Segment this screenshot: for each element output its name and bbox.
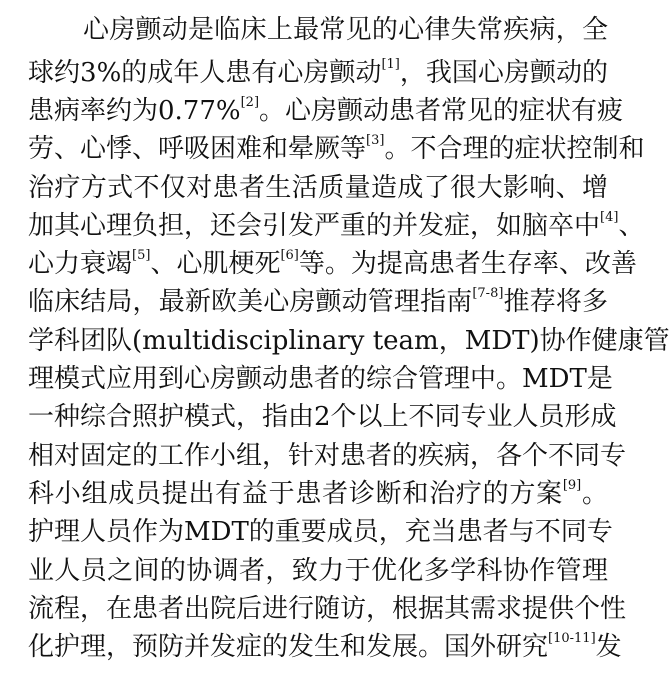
paragraph-line (28, 438, 627, 475)
paragraph-line (28, 514, 613, 551)
line-text: 治疗方式不仅对患者生活质量造成了很大影响、增 (28, 173, 608, 203)
line-text: 。不合理的症状控制和 (384, 134, 645, 164)
line-text: 。 (581, 479, 608, 509)
line-text: 学科团队(multidisciplinary team，MDT)协作健康管 (28, 326, 670, 356)
line-text: 临床结局，最新欧美心房颤动管理指南 (28, 287, 473, 317)
line-text: 理模式应用到心房颤动患者的综合管理中。MDT是 (28, 364, 613, 394)
paragraph-line (28, 399, 617, 436)
paragraph-line (83, 12, 608, 49)
paragraph-line (28, 93, 624, 130)
line-text: 心力衰竭 (28, 249, 133, 279)
citation-ref: [2] (240, 95, 260, 111)
paragraph-line (28, 284, 608, 321)
line-text: 化护理，预防并发症的发生和发展。国外研究 (28, 632, 549, 662)
citation-ref: [3] (366, 133, 385, 149)
line-text: 球约3%的成年人患有心房颤动 (28, 58, 382, 88)
line-text: 患病率约为0.77% (28, 96, 241, 126)
line-text: 心房颤动是临床上最常见的心律失常疾病，全 (83, 15, 608, 45)
paragraph-line (28, 361, 613, 398)
paragraph-line (28, 131, 645, 168)
citation-ref: [4] (600, 210, 619, 226)
line-text: 劳、心悸、呼吸困难和晕厥等 (28, 134, 367, 164)
line-text: 、 (618, 211, 645, 241)
paragraph-line (28, 55, 608, 92)
paragraph-line (28, 208, 645, 245)
line-text: 发 (595, 632, 622, 662)
line-text: 。心房颤动患者常见的症状有疲 (259, 96, 624, 126)
line-text: 业人员之间的协调者，致力于优化多学科协作管理 (28, 556, 608, 586)
citation-ref: [6] (280, 248, 299, 264)
citation-ref: [5] (132, 248, 151, 264)
paragraph-line (28, 553, 608, 590)
line-text: 相对固定的工作小组，针对患者的疾病，各个不同专 (28, 441, 627, 471)
citation-ref: [9] (562, 478, 582, 494)
paragraph-line (28, 591, 627, 628)
line-text: 科小组成员提出有益于患者诊断和治疗的方案 (28, 479, 563, 509)
citation-ref: [7-8] (472, 286, 504, 302)
line-text: 护理人员作为MDT的重要成员，充当患者与不同专 (28, 517, 613, 547)
paragraph-line (28, 323, 670, 360)
paragraph-line (28, 629, 622, 666)
citation-ref: [1] (381, 57, 400, 73)
citation-ref: [10-11] (548, 631, 596, 647)
paragraph-line (28, 170, 608, 207)
line-text: 推荐将多 (503, 287, 608, 317)
line-text: 一种综合照护模式，指由2个以上不同专业人员形成 (28, 402, 617, 432)
line-text: 流程，在患者出院后进行随访，根据其需求提供个性 (28, 594, 627, 624)
paragraph-line (28, 246, 637, 283)
line-text: 等。为提高患者生存率、改善 (298, 249, 637, 279)
paragraph-line (28, 476, 608, 513)
line-text: 加其心理负担，还会引发严重的并发症，如脑卒中 (28, 211, 601, 241)
line-text: ，我国心房颤动的 (399, 58, 608, 88)
line-text: 、心肌梗死 (150, 249, 281, 279)
